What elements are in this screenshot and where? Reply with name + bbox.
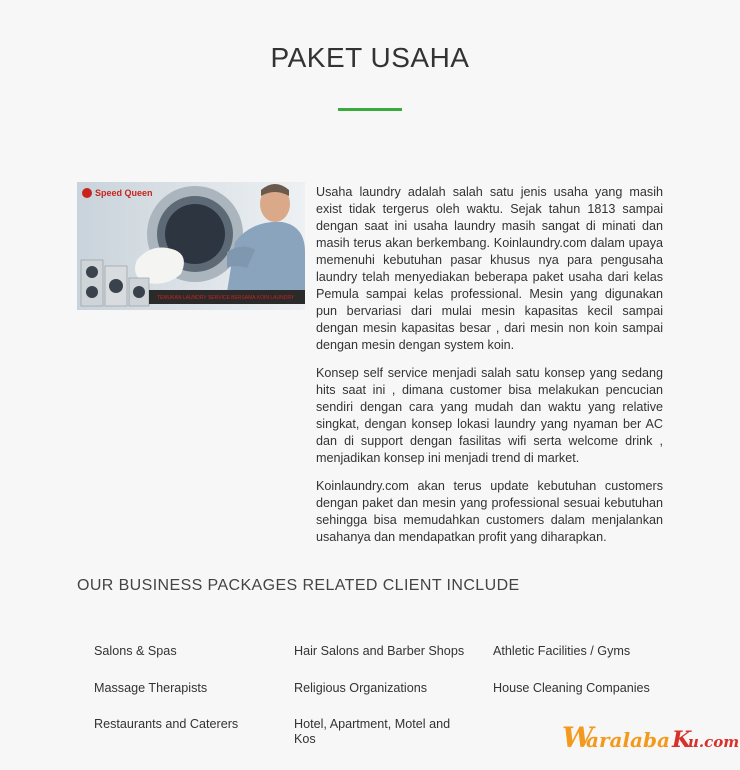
list-item: House Cleaning Companies: [493, 681, 650, 695]
hero-brand: Speed Queen: [95, 188, 153, 198]
list-item: Religious Organizations: [294, 681, 428, 695]
list-item: Massage Therapists: [94, 681, 208, 695]
list-item: Salons & Spas: [94, 644, 177, 658]
title-underline-divider: [338, 108, 402, 111]
svg-text:W: W: [562, 721, 594, 754]
article-paragraph: Konsep self service menjadi salah satu konsep yang sedang hits saat ini , dimana customer bisa melakukan pencucian sendiri dengan cara yang mudah dan waktu yang relative singkat, dengan konsep lokasi laundry yang nyaman ber AC dan di support dengan fasilitas wifi serta welcome drink , menjadikan konsep ini menjadi trend di market.: [316, 366, 663, 465]
hero-caption: TEMUKAN LAUNDRY SERVICE BERSAMA KOIN LAUNDRY: [157, 295, 295, 301]
list-item: Hair Salons and Barber Shops: [294, 644, 465, 658]
hero-image: [77, 182, 305, 310]
svg-text:aralaba: aralaba: [586, 728, 670, 752]
article-paragraph: Koinlaundry.com akan terus update kebutuhan customers dengan paket dan mesin yang professional sesuai kebutuhan sehingga bisa memudahkan customers dalam menjalankan usahanya dan mendapatkan profit yang diharapkan.: [316, 479, 663, 544]
article-body: [316, 184, 663, 557]
speed-queen-logo-icon: [82, 188, 92, 198]
waralabaku-watermark-logo: [560, 713, 740, 761]
article-paragraph: Usaha laundry adalah salah satu jenis usaha yang masih exist tidak tergerus oleh waktu. Sejak tahun 1813 sampai dengan saat ini usaha laundry masih sangat di minati dan masih terus akan berkembang. Koinlaundry.com dalam upaya memenuhi kebutuhan pasar khusus nya para pengusaha laundry telah menyediakan beberapa paket usaha dari kelas Pemula sampai kelas professional. Mesin yang digunakan pun bervariasi dari mulai mesin kapasitas kecil sampai dengan mesin kapasitas besar , dari mesin non koin sampai dengan mesin dengan system koin.: [316, 185, 663, 352]
list-item: Athletic Facilities / Gyms: [493, 644, 631, 658]
list-item: Hotel, Apartment, Motel and Kos: [294, 717, 451, 746]
svg-text:K: K: [672, 727, 692, 753]
page-title: PAKET USAHA: [270, 42, 470, 73]
clients-heading: OUR BUSINESS PACKAGES RELATED CLIENT INCLUDE: [77, 577, 520, 594]
list-item: Restaurants and Caterers: [94, 717, 239, 731]
svg-text:u.com: u.com: [688, 733, 740, 751]
